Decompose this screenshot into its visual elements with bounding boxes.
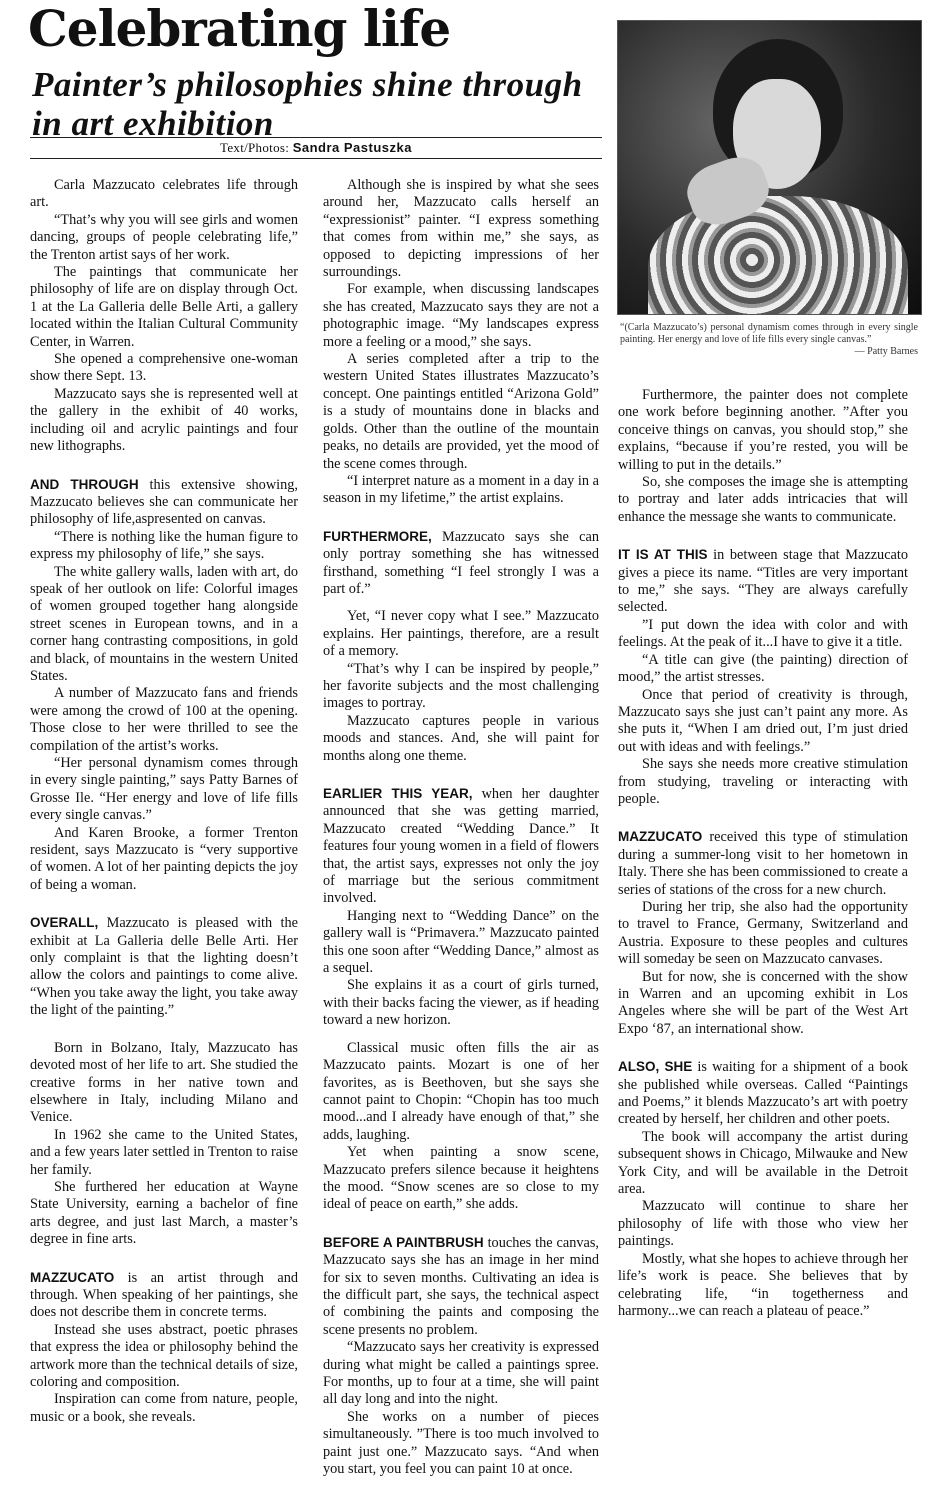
paragraph-text: touches the canvas, Mazzucato says she has an image in her mind for six to seven months. Cultivating an idea is the difficult part, she says, the technical aspect of combining the paints and composing the scene presents no problem. bbox=[323, 1234, 599, 1338]
paragraph-text: And Karen Brooke, a former Trenton resident, says Mazzucato is “very supportive of women. A lot of her painting depicts the joy of being a woman. bbox=[30, 824, 298, 893]
article-paragraph bbox=[618, 969, 908, 1039]
paragraph-text: But for now, she is concerned with the show in Warren and an upcoming exhibit in Los Angeles where she will be part of the West Art Expo ‘87, an international show. bbox=[618, 968, 908, 1037]
article-paragraph bbox=[30, 177, 298, 212]
article-paragraph bbox=[323, 281, 599, 351]
paragraph-text: is waiting for a shipment of a book she published while overseas. Called “Paintings and Poems,” it blends Mazzucato’s art with poetry created by herself, her children and other poets. bbox=[618, 1059, 908, 1128]
paragraph-text: “I interpret nature as a moment in a day in a season in my lifetime,” the artist explains. bbox=[323, 472, 599, 507]
paragraph-text: Mazzucato says she is represented well at the gallery in the exhibit of 40 works, including oil and acrylic paintings and four new lithographs. bbox=[30, 385, 298, 455]
article-paragraph bbox=[618, 652, 908, 687]
photo-caption bbox=[620, 322, 918, 358]
paragraph-text: The white gallery walls, laden with art, do speak of her outlook on life: Colorful images of women grouped together hang alongside street scenes in European towns, and in a corner hang contrasting compositions, in gold and black, of mountains in the western United States. bbox=[30, 563, 298, 684]
article-paragraph bbox=[30, 212, 298, 264]
headline: Celebrating life bbox=[28, 0, 451, 58]
article-paragraph bbox=[618, 1129, 908, 1199]
paragraph-text: Furthermore, the painter does not complete one work before beginning another. ”After you conceive things on canvas, you should stop,” she explains, “because if you’re rested, you will be willing to put in the details.” bbox=[618, 387, 908, 473]
article-paragraph bbox=[30, 386, 298, 456]
paragraph-text: She furthered her education at Wayne State University, earning a bachelor of fine arts degree, and just last March, a master’s degree in fine arts. bbox=[30, 1178, 298, 1248]
article-paragraph bbox=[323, 1339, 599, 1409]
paragraph-text: Mazzucato will continue to share her philosophy of life with those who view her paintings. bbox=[618, 1198, 908, 1250]
portrait-blouse bbox=[648, 196, 908, 315]
paragraph-text: She explains it as a court of girls turned, with their backs facing the viewer, as if heading toward a new horizon. bbox=[323, 977, 599, 1029]
article-paragraph bbox=[30, 755, 298, 825]
article-paragraph bbox=[30, 1179, 298, 1249]
paragraph-text: Mostly, what she hopes to achieve through her life’s work is peace. She believes that by celebrating life, “in togetherness and harmony...we can reach a plateau of peace.” bbox=[618, 1250, 908, 1319]
paragraph-text: Yet when painting a snow scene, Mazzucato prefers silence because it heightens the mood. “Snow scenes are so close to my ideal of peace on earth,” she adds. bbox=[323, 1144, 599, 1213]
article-paragraph bbox=[30, 351, 298, 386]
article-paragraph bbox=[323, 608, 599, 660]
article-paragraph bbox=[323, 661, 599, 713]
paragraph-text: Yet, “I never copy what I see.” Mazzucato explains. Her paintings, therefore, are a result of a memory. bbox=[323, 608, 599, 660]
section-lead-in: ALSO, SHE bbox=[618, 1059, 693, 1075]
paragraph-text: A series completed after a trip to the western United States illustrates Mazzucato’s concept. One paintings entitled “Arizona Gold” is a study of mountains done in blacks and golds. Other than the outline of the mountain peaks, no details are provided, yet the mood of the scene comes through. bbox=[323, 351, 599, 472]
section-lead-in: MAZZUCATO bbox=[618, 829, 703, 845]
paragraph-text: For example, when discussing landscapes she has created, Mazzucato says they are not a photographic image. “My landscapes express more a feeling or a mood,” she says. bbox=[323, 281, 599, 350]
article-paragraph bbox=[618, 1058, 908, 1129]
article-paragraph bbox=[323, 977, 599, 1029]
paragraph-text: “Her personal dynamism comes through in every single painting,” says Patty Barnes of Grosse Ile. “Her energy and love of life fills every single canvas.” bbox=[30, 755, 298, 824]
paragraph-text: Born in Bolzano, Italy, Mazzucato has devoted most of her life to art. She studied the creative forms in her native town and elsewhere in Italy, including Milano and Venice. bbox=[30, 1039, 298, 1126]
paragraph-text: Instead she uses abstract, poetic phrases that express the idea or philosophy behind the artwork more than the technical details of size, coloring and composition. bbox=[30, 1321, 298, 1390]
article-paragraph bbox=[323, 528, 599, 599]
article-paragraph bbox=[30, 685, 298, 755]
article-paragraph bbox=[618, 756, 908, 808]
section-lead-in: BEFORE A PAINTBRUSH bbox=[323, 1234, 484, 1250]
paragraph-text: when her daughter announced that she was getting married, Mazzucato created “Wedding Dance.” It features four young women in a field of flowers that, the artist says, expresses not only the joy of marriage but the serious commitment involved. bbox=[323, 786, 599, 907]
article-paragraph bbox=[618, 1251, 908, 1321]
paragraph-text: Hanging next to “Wedding Dance” on the gallery wall is “Primavera.” Mazzucato painted this one soon after “Wedding Dance,” almost as a sequel. bbox=[323, 907, 599, 977]
article-paragraph bbox=[30, 1269, 298, 1322]
article-paragraph bbox=[618, 387, 908, 474]
article-paragraph bbox=[618, 546, 908, 617]
paragraph-text: Inspiration can come from nature, people, music or a book, she reveals. bbox=[30, 1391, 298, 1425]
article-paragraph bbox=[618, 687, 908, 757]
article-paragraph bbox=[30, 1391, 298, 1426]
article-column-1 bbox=[30, 177, 298, 1426]
article-paragraph bbox=[323, 785, 599, 908]
article-paragraph bbox=[30, 825, 298, 895]
article-paragraph bbox=[323, 177, 599, 281]
article-paragraph bbox=[30, 264, 298, 351]
paragraph-text: In 1962 she came to the United States, and a few years later settled in Trenton to raise her family. bbox=[30, 1126, 298, 1178]
paragraph-text: So, she composes the image she is attempting to portray and later adds intricacies that will enhance the message she wants to communicate. bbox=[618, 474, 908, 525]
paragraph-text: this extensive showing, Mazzucato believes she can communicate her philosophy of life,aspresented on canvas. bbox=[30, 476, 298, 528]
section-lead-in: OVERALL, bbox=[30, 915, 99, 931]
article-paragraph bbox=[323, 473, 599, 508]
section-lead-in: AND THROUGH bbox=[30, 476, 139, 492]
article-paragraph bbox=[618, 828, 908, 899]
article-paragraph bbox=[323, 351, 599, 473]
article-paragraph bbox=[618, 617, 908, 652]
article-paragraph bbox=[323, 1040, 599, 1144]
paragraph-text: Carla Mazzucato celebrates life through art. bbox=[30, 177, 298, 211]
byline-label: Text/Photos: bbox=[220, 140, 290, 155]
article-paragraph bbox=[323, 713, 599, 765]
paragraph-text: “That’s why you will see girls and women dancing, groups of people celebrating life,” the Trenton artist says of her work. bbox=[30, 211, 298, 263]
section-lead-in: IT IS AT THIS bbox=[618, 547, 708, 563]
paragraph-text: Once that period of creativity is through, Mazzucato says she just can’t paint any more. As she puts it, “When I am dried out, I’m just dried out with ideas and with feelings.” bbox=[618, 686, 908, 755]
caption-quote: “(Carla Mazzucato’s) personal dynamism comes through in every single painting. Her energy and love of life fills every single canvas.” bbox=[620, 322, 918, 345]
paragraph-text: received this type of stimulation during a summer-long visit to her hometown in Italy. There she has been commissioned to create a series of stations of the cross for a new church. bbox=[618, 829, 908, 898]
article-paragraph bbox=[30, 1127, 298, 1179]
paragraph-text: Although she is inspired by what she sees around her, Mazzucato calls herself an “expressionist” painter. “I express something that comes from within me,” she says, as opposed to depicting impressions of her surroundings. bbox=[323, 177, 599, 281]
paragraph-text: “A title can give (the painting) direction of mood,” the artist stresses. bbox=[618, 651, 908, 686]
paragraph-text: The book will accompany the artist during subsequent shows in Chicago, Milwauke and New York City, and will be available in the Detroit area. bbox=[618, 1128, 908, 1198]
article-paragraph bbox=[323, 1234, 599, 1339]
paragraph-text: is an artist through and through. When speaking of her paintings, she does not describe them in concrete terms. bbox=[30, 1269, 298, 1321]
article-paragraph bbox=[618, 474, 908, 526]
article-paragraph bbox=[30, 529, 298, 564]
article-column-2 bbox=[323, 177, 599, 1478]
bottom-rule bbox=[30, 158, 602, 159]
article-paragraph bbox=[618, 899, 908, 969]
paragraph-text: She opened a comprehensive one-woman show there Sept. 13. bbox=[30, 351, 298, 385]
article-paragraph bbox=[323, 1409, 599, 1479]
article-paragraph bbox=[323, 1144, 599, 1214]
article-paragraph bbox=[618, 1198, 908, 1250]
paragraph-text: “That’s why I can be inspired by people,” her favorite subjects and the most challenging images to portray. bbox=[323, 660, 599, 712]
paragraph-text: in between stage that Mazzucato gives a piece its name. “Titles are very important to me,” she says. “They are always carefully selected. bbox=[618, 547, 909, 616]
paragraph-text: Mazzucato is pleased with the exhibit at La Galleria delle Belle Arti. Her only complaint is that the lighting doesn’t allow the colors and paintings to come alive. “When you take away the light, you take away the light of the painting.” bbox=[30, 915, 298, 1019]
artist-portrait-photo bbox=[617, 20, 922, 315]
article-paragraph bbox=[30, 914, 298, 1019]
paragraph-text: A number of Mazzucato fans and friends were among the crowd of 100 at the opening. Those close to her were thrilled to see the compilation of the artist’s works. bbox=[30, 685, 298, 754]
article-paragraph bbox=[30, 476, 298, 529]
article-paragraph bbox=[30, 564, 298, 686]
article-column-3 bbox=[618, 387, 908, 1320]
top-rule bbox=[30, 137, 602, 138]
section-lead-in: FURTHERMORE, bbox=[323, 528, 432, 544]
article-paragraph bbox=[323, 908, 599, 978]
paragraph-text: “There is nothing like the human figure to express my philosophy of life,” she says. bbox=[30, 528, 298, 563]
paragraph-text: During her trip, she also had the opportunity to travel to France, Germany, Switzerland and Austria. Exposure to these peoples and cultures will someday be seen on Mazzucato canvases. bbox=[618, 898, 908, 968]
byline-name: Sandra Pastuszka bbox=[292, 140, 412, 155]
paragraph-text: She works on a number of pieces simultaneously. ”There is too much involved to paint just one.” Mazzucato says. “And when you start, you feel you can paint 10 at once. bbox=[323, 1408, 599, 1478]
paragraph-text: ”I put down the idea with color and with feelings. At the peak of it...I have to give it a title. bbox=[618, 616, 908, 651]
section-lead-in: EARLIER THIS YEAR, bbox=[323, 786, 473, 801]
paragraph-text: “Mazzucato says her creativity is expressed during what might be called a paintings spree. For months, up to four at a time, she will paint all day long and into the night. bbox=[323, 1339, 599, 1408]
section-lead-in: MAZZUCATO bbox=[30, 1269, 115, 1285]
caption-credit: — Patty Barnes bbox=[854, 346, 918, 357]
article-paragraph bbox=[30, 1322, 298, 1392]
paragraph-text: Classical music often fills the air as Mazzucato paints. Mozart is one of her favorites, as is Beethoven, but she says she cannot paint to Chopin: “Chopin has too much mood...and I already have enough of that,” she adds, laughing. bbox=[323, 1039, 599, 1143]
paragraph-text: Mazzucato captures people in various moods and stances. And, she will paint for months along one theme. bbox=[323, 712, 599, 764]
paragraph-text: Mazzucato says she can only portray something she has witnessed firsthand, something “I feel strongly I was a part of.” bbox=[323, 528, 599, 597]
paragraph-text: She says she needs more creative stimulation from studying, traveling or interacting with people. bbox=[618, 756, 908, 807]
subheadline: Painter’s philosophies shine through in art exhibition bbox=[32, 65, 583, 143]
article-paragraph bbox=[30, 1040, 298, 1127]
paragraph-text: The paintings that communicate her philosophy of life are on display through Oct. 1 at the La Galleria delle Belle Arti, a gallery located within the Italian Cultural Community Center, in Warren. bbox=[30, 264, 298, 350]
byline bbox=[30, 140, 602, 156]
